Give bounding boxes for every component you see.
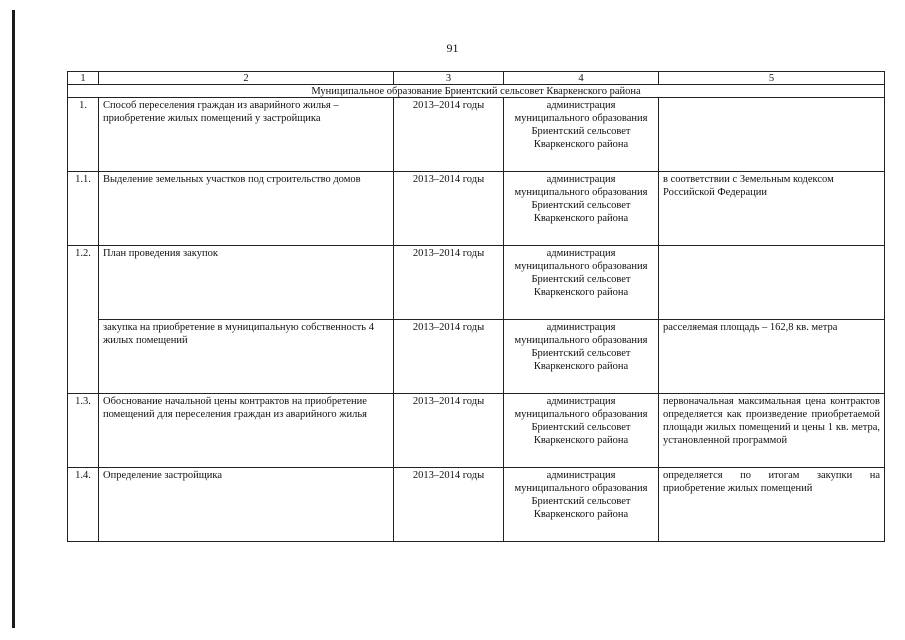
column-header-row [68, 72, 885, 85]
row-measure: Обоснование начальной цены контрактов на приобретение помещений для переселения граждан из аварийного жилья [99, 394, 394, 468]
row-note: определяется по итогам закупки на приобретение жилых помещений [659, 468, 885, 542]
row-executor: администрация муниципального образования Бриентский сельсовет Кваркенского района [504, 246, 659, 320]
row-note: расселяемая площадь – 162,8 кв. метра [659, 320, 885, 394]
column-header-1: 1 [68, 72, 99, 85]
row-executor: администрация муниципального образования Бриентский сельсовет Кваркенского района [504, 320, 659, 394]
section-row [68, 85, 885, 98]
row-measure: Выделение земельных участков под строительство домов [99, 172, 394, 246]
row-period: 2013–2014 годы [394, 468, 504, 542]
row-period: 2013–2014 годы [394, 394, 504, 468]
row-number: 1. [68, 98, 99, 172]
row-executor: администрация муниципального образования Бриентский сельсовет Кваркенского района [504, 394, 659, 468]
table-row [68, 246, 885, 320]
scan-edge-line [12, 10, 15, 628]
table-row [68, 320, 885, 394]
table-row [68, 172, 885, 246]
page-number: 91 [446, 41, 459, 55]
row-number: 1.4. [68, 468, 99, 542]
row-note [659, 98, 885, 172]
row-number: 1.2. [68, 246, 99, 320]
row-executor: администрация муниципального образования Бриентский сельсовет Кваркенского района [504, 98, 659, 172]
row-note: первоначальная максимальная цена контрактов определяется как произведение приобретаемой площади жилых помещений и цены 1 кв. метра, установленной программой [659, 394, 885, 468]
column-header-2: 2 [99, 72, 394, 85]
row-period: 2013–2014 годы [394, 172, 504, 246]
row-measure: План проведения закупок [99, 246, 394, 320]
column-header-4: 4 [504, 72, 659, 85]
row-note [659, 246, 885, 320]
program-table [67, 71, 885, 542]
row-period: 2013–2014 годы [394, 320, 504, 394]
row-measure: Способ переселения граждан из аварийного жилья – приобретение жилых помещений у застройщика [99, 98, 394, 172]
table-row [68, 468, 885, 542]
row-period: 2013–2014 годы [394, 246, 504, 320]
row-number: 1.3. [68, 394, 99, 468]
column-header-3: 3 [394, 72, 504, 85]
row-measure: Определение застройщика [99, 468, 394, 542]
row-executor: администрация муниципального образования Бриентский сельсовет Кваркенского района [504, 468, 659, 542]
row-number [68, 320, 99, 394]
row-note: в соответствии с Земельным кодексом Российской Федерации [659, 172, 885, 246]
row-period: 2013–2014 годы [394, 98, 504, 172]
row-executor: администрация муниципального образования Бриентский сельсовет Кваркенского района [504, 172, 659, 246]
column-header-5: 5 [659, 72, 885, 85]
row-measure: закупка на приобретение в муниципальную собственность 4 жилых помещений [99, 320, 394, 394]
section-title: Муниципальное образование Бриентский сельсовет Кваркенского района [68, 85, 885, 98]
row-number: 1.1. [68, 172, 99, 246]
table-row [68, 394, 885, 468]
table-row [68, 98, 885, 172]
